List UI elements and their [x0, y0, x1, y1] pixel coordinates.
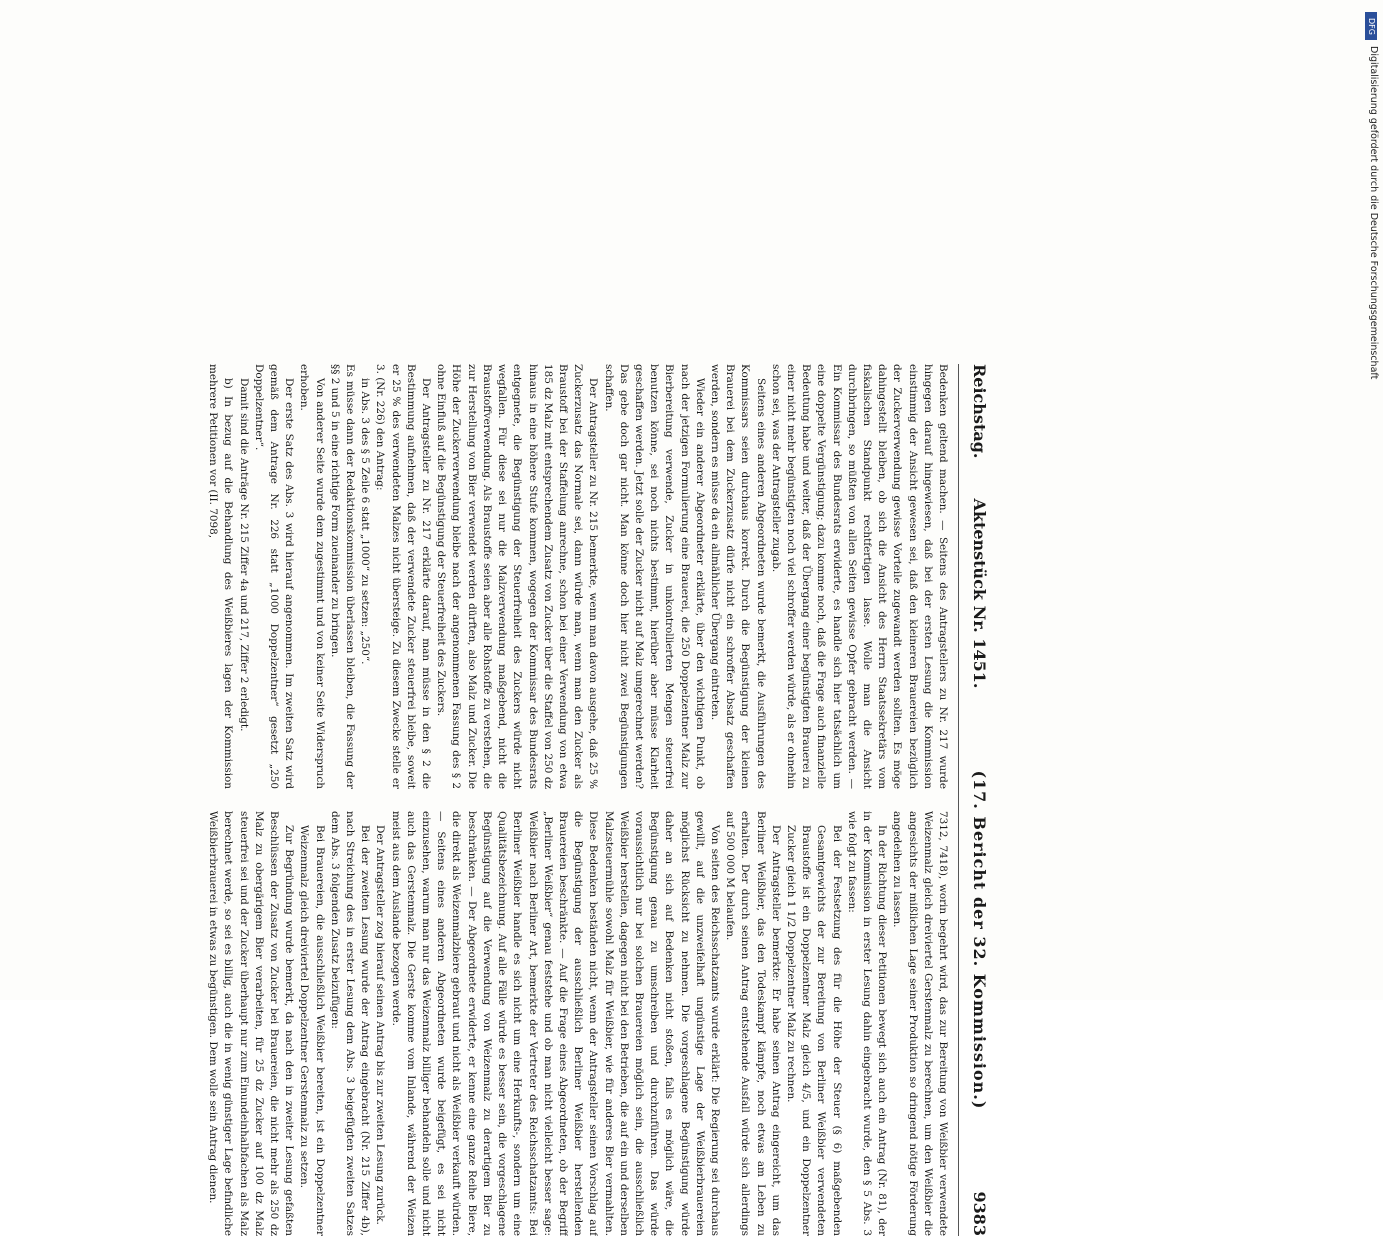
- digitization-note: [1363, 6, 1379, 996]
- left-column: [0, 364, 950, 789]
- paragraph: Der Antragsteller bemerkte: Er habe seinen Antrag eingereicht, um das Berliner Weißbier, das den Todeskampf kämpfe, noch etwas am Leben zu erhalten. Der durch seinen Antrag entstehende Ausfall würde sich allerdings auf 500 000 M belaufen.: [724, 811, 782, 1236]
- paragraph: Bedenken geltend machen. — Seitens des Antragstellers zu Nr. 217 wurde hingegen darauf hingewiesen, daß bei der ersten Lesung die Kommission einstimmig der Ansicht gewesen sei, daß den kleineren Brauereien bezüglich der Zuckerverwendung gewisse Vorteile zugewandt werden sollten. Es möge dahingestellt bleiben, ob sich die Ansicht des Herrn Staatssekretärs vom fiskalischen Standpunkt rechtfertigen lasse. Wolle man die Ansicht durchbringen, so müßten von allen Seiten gewisse Opfer gebracht werden. — Ein Kommissar des Bundesrats erwiderte, es handle sich hier tatsächlich um eine doppelte Vergünstigung; dazu komme noch, daß die Frage auch finanzielle Bedeutung habe und weiter, daß der Übergang einer begünstigten Brauerei zu einer nicht mehr begünstigten noch viel schroffer werden würde, als er ohnehin schon sei, was der Antragsteller zugab.: [769, 364, 949, 789]
- paragraph: Seitens eines anderen Abgeordneten wurde bemerkt, die Ausführungen des Kommissars seien durchaus korrekt. Durch die Begünstigung der kleinen Brauerei bei dem Zuckerzusatz dürfe nicht ein schroffer Absatz geschaffen werden, sondern es müsse da ein allmählicher Übergang eintreten.: [708, 364, 767, 789]
- paragraph: 7312, 7418), worin begehrt wird, das zur Bereitung von Weißbier verwendete Weizenmalz gleich dreiviertel Gerstenmalz zu berechnen, um den Weißbier die angesichts der mißlichen Lage seiner Produktion so dringend nötige Förderung angedeihen zu lassen.: [891, 811, 949, 1236]
- paragraph: Von anderer Seite wurde dem zugestimmt und von keiner Seite Widerspruch erhoben.: [298, 364, 326, 789]
- paragraph: In der Richtung dieser Petitionen bewegt sich auch ein Antrag (Nr. 81), der in der Kommission in erster Lesung dahin eingebracht wurde, den § 5 Abs. 3 wie folgt zu fassen:: [845, 811, 889, 1236]
- page-number: 9383: [970, 1191, 989, 1236]
- paragraph: Der Antragsteller zog hierauf seinen Antrag bis zur zweiten Lesung zurück.: [374, 825, 387, 1225]
- paragraph: b) In bezug auf die Behandlung des Weißbieres lagen der Kommission mehrere Petitionen vor (II. 7098,: [207, 364, 235, 789]
- paragraph: Damit sind die Anträge Nr. 215 Ziffer 4a und 217, Ziffer 2 erledigt.: [237, 378, 250, 732]
- dfg-logo: DFG: [1365, 12, 1377, 40]
- quoted-amendment: in Abs. 3 des § 5 Zeile 6 statt „1000“ zu setzen: „250“.: [359, 378, 372, 665]
- paragraph: Der Antragsteller zu Nr. 215 bemerkte, wenn man davon ausgehe, daß 25 % Zuckerzusatz das Normale sei, dann würde man, wenn man den Zucker als Braustoff bei der Staffelung anrechne, schon bei einer Verwendung von etwa 185 dz Malz mit entsprechendem Zusatz von Zucker über die Staffel von 250 dz hinaus in eine höhere Stufe kommen, wogegen der Kommissar des Bundesrats entgegnete, die Begünstigung der Steuerfreiheit des Zuckers würde nicht wegfallen. Für diese sei nur die Malzverwendung maßgebend, nicht die Braustoffverwendung. Als Braustoffe seien aber alle Rohstoffe zu verstehen, die zur Herstellung von Bier verwendet werden dürften, also Malz und Zucker. Die Höhe der Zuckerverwendung bleibe nach der angenommenen Fassung des § 2 ohne Einfluß auf die Begünstigung der Steuerfreiheit des Zuckers.: [435, 364, 600, 789]
- paragraph: Zur Begründung wurde bemerkt, da nach den in zweiter Lesung gefaßten Beschlüssen der Zusatz von Zucker bei Brauereien, die nicht mehr als 250 dz Malz zu obergärigem Bier verarbeiten, für 25 dz Zucker auf 100 dz Malz steuerfrei sei und der Zucker überhaupt nur zum Einundeinhalbfachen als Malz berechnet werde, so sei es billig, auch die in wenig günstiger Lage befindliche Weißbierbrauerei in etwas zu begünstigen. Dem wolle sein Antrag dienen.: [207, 811, 296, 1236]
- document-page: [0, 340, 1001, 1260]
- digitization-credit: Digitalisierung gefördert durch die Deutsche Forschungsgemeinschaft: [1368, 46, 1379, 380]
- paragraph: Von seiten des Reichsschatzamts wurde erklärt: Die Regierung sei durchaus gewillt, auf die unzweifelhaft ungünstige Lage der Weißbierbrauereien möglichst Rücksicht zu nehmen. Die vorgeschlagene Begünstigung würde daher an sich auf Bedenken nicht stoßen, falls es möglich wäre, die Begünstigung genau zu umschreiben und durchzuführen. Das würde voraussichtlich nur bei solchen Brauereien möglich sein, die ausschließlich Weißbier herstellen, dagegen nicht bei den Betrieben, die auf ein und derselben Malzsteuermühle sowohl Malz für Weißbier, wie für anderes Bier vermahlten. Diese Bedenken beständen nicht, wenn der Antragsteller seinen Vorschlag auf die Begünstigung der ausschließlich Berliner Weißbier herstellenden Brauereien beschränkte. — Auf die Frage eines Abgeordneten, ob der Begriff „Berliner Weißbier“ genau feststehe und ob man nicht vielleicht besser sage: Weißbier nach Berliner Art, bemerkte der Vertreter des Reichsschatzamts: Bei Berliner Weißbier handle es sich nicht um eine Herkunfts-, sondern um eine Qualitätsbezeichnung. Auf alle Fälle würde es besser sein, die vorgeschlagene Begünstigung auf die Verwendung von Weizenmalz zu derartigem Bier zu beschränken. — Der Abgeordnete erwiderte, er kenne eine ganze Reihe Biere, die direkt als Weizenmalzbiere gebraut und nicht als Weißbier verkauft würden. — Seitens eines anderen Abgeordneten wurde beigefügt, es sei nicht einzusehen, warum man nur das Weizenmalz billiger behandeln solle und nicht auch das Gerstenmalz. Die Gerste komme vom Inlande, während der Weizen meist aus dem Auslande bezogen werde.: [389, 811, 721, 1236]
- quoted-amendment: Bei der Festsetzung des für die Höhe der Steuer (§ 6) maßgebenden Gesamtgewichts der zur Bereitung von Berliner Weißbier verwendeten Braustoffe ist ein Doppelzentner Malz gleich 4/5, und ein Doppelzentner Zucker gleich 1 1/2 Doppelzentner Malz zu rechnen.: [784, 825, 843, 1236]
- paragraph: Der Antragsteller zu Nr. 217 erklärte darauf, man müsse in den § 2 die Bestimmung aufnehmen, daß der verwendete Zucker steuerfrei bleibe, soweit er 25 % des verwendeten Malzes nicht übersteige. Zu diesem Zwecke stelle er 3. (Nr. 226) den Antrag:: [374, 364, 433, 789]
- page-title: Aktenstück Nr. 1451.: [970, 498, 989, 689]
- paragraph: Bei der zweiten Lesung wurde der Antrag eingebracht (Nr. 215 Ziffer 4b), nach Streichung des in erster Lesung dem Abs. 3 beigefügten zweiten Satzes dem Abs. 3 folgenden Zusatz beizufügen:: [328, 811, 372, 1236]
- right-column: [0, 811, 950, 1236]
- page-header: [958, 364, 987, 1236]
- paragraph: Es müsse dann der Redaktionskommission überlassen bleiben, die Fassung der §§ 2 und 5 in eine richtige Form zueinander zu bringen.: [328, 364, 357, 789]
- header-left: Reichstag.: [970, 364, 989, 459]
- paragraph: Wieder ein anderer Abgeordneter erklärte, über den wichtigen Punkt, ob nach der jetzigen Formulierung eine Brauerei, die 250 Doppelzentner Malz zur Bierbereitung verwende, Zucker in unkontrollierten Mengen steuerfrei benutzen könne, sei noch nichts bestimmt, hierüber aber müsse Klarheit geschaffen werden. Jetzt solle der Zucker nicht auf Malz umgerechnet werden? Das gebe doch gar nicht. Man könne doch hier nicht zwei Begünstigungen schaffen.: [602, 364, 706, 789]
- header-subtitle: (17. Bericht der 32. Kommission.): [970, 770, 989, 1110]
- quoted-amendment: Bei Brauereien, die ausschließlich Weißbier bereiten, ist ein Doppelzentner Weizenmalz gleich dreiviertel Doppelzentner Gerstenmalz zu setzen.: [298, 825, 326, 1236]
- paragraph: Der erste Satz des Abs. 3 wird hierauf angenommen. Im zweiten Satz wird gemäß dem Antrage Nr. 226 statt „1000 Doppelzentner“ gesetzt „250 Doppelzentner“.: [252, 364, 296, 789]
